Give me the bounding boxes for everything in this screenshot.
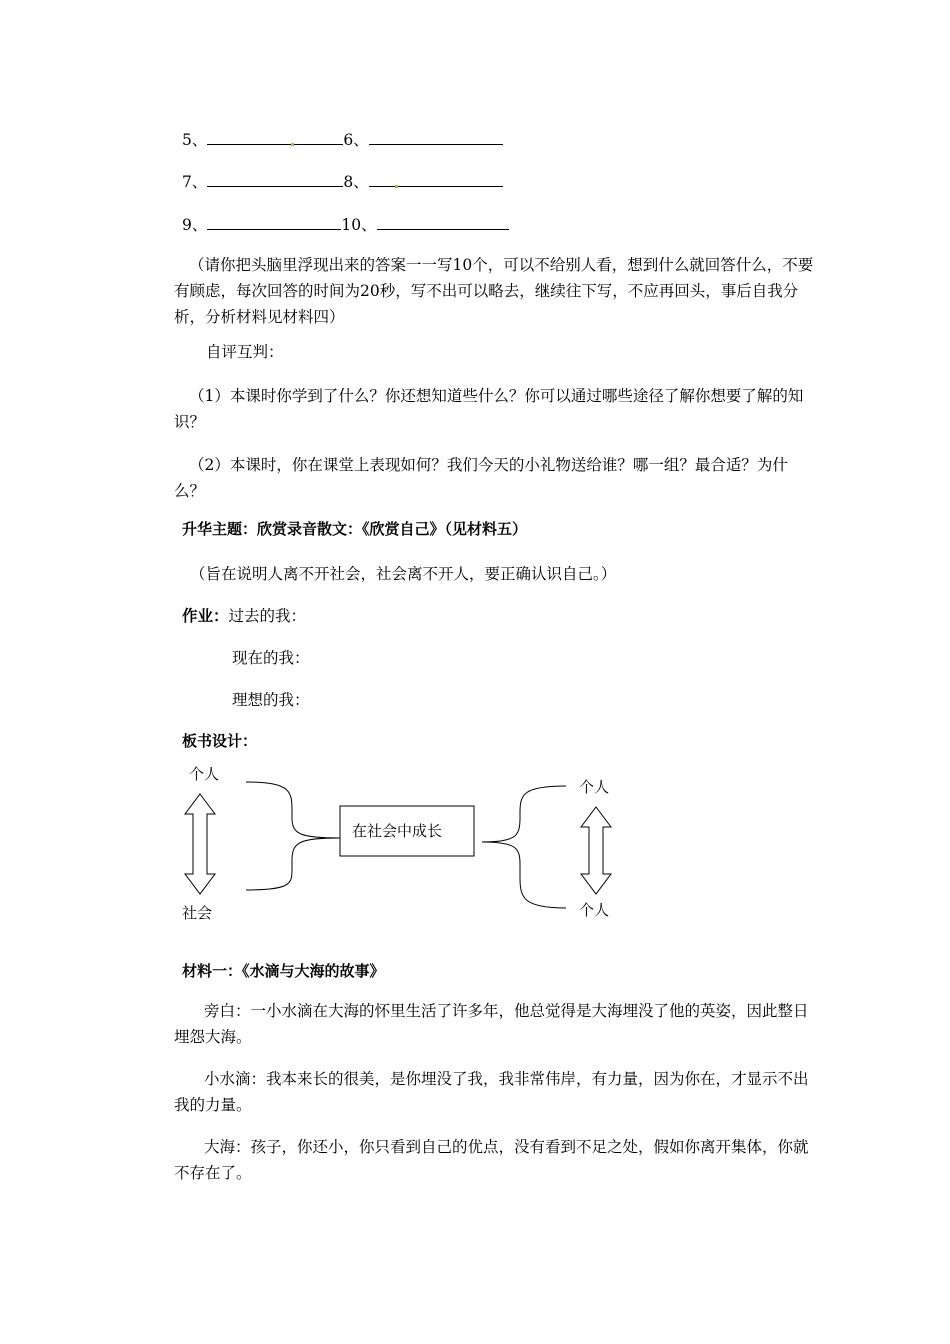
board-left-bottom-label: 社会: [182, 904, 213, 922]
material-1-paragraph: 旁白：一小水滴在大海的怀里生活了许多年，他总觉得是大海埋没了他的英姿，因此整日埋怨大海。: [174, 1002, 809, 1046]
answer-blank[interactable]: [207, 130, 343, 145]
answer-blank[interactable]: [369, 172, 503, 187]
answer-blank[interactable]: [207, 215, 341, 230]
blank-number: 8、: [343, 173, 369, 191]
instruction-paragraph: （请你把头脑里浮现出来的答案一一写10个，可以不给别人看，想到什么就回答什么，不要有顾虑，每次回答的时间为20秒，写不出可以略去，继续往下写，不应再回头，事后自我分析，分析材料见材料四）: [174, 256, 814, 326]
right-brace: [482, 786, 566, 908]
board-design-title: 板书设计：: [182, 732, 258, 750]
material-1-paragraph: 小水滴：我本来长的很美，是你埋没了我，我非常伟岸，有力量，因为你在，才显示不出我的力量。: [174, 1070, 809, 1114]
blank-number: 5、: [182, 131, 208, 149]
double-arrow-icon: [185, 794, 215, 894]
blank-number: 9、: [182, 216, 208, 234]
answer-blank[interactable]: [377, 215, 509, 230]
self-eval-title: 自评互判：: [206, 343, 284, 361]
material-1-paragraph: 大海：孩子，你还小，你只看到自己的优点，没有看到不足之处，假如你离开集体，你就不存在了。: [174, 1138, 809, 1182]
sublimation-title: 升华主题：欣赏录音散文：《欣赏自己》（见材料五）: [182, 520, 528, 538]
blank-number: 10、: [341, 216, 377, 234]
double-arrow-icon: [581, 807, 611, 894]
homework-label: 作业：: [182, 606, 229, 625]
blank-number: 6、: [343, 131, 369, 149]
self-eval-question-2: （2）本课时，你在课堂上表现如何？我们今天的小礼物送给谁？哪一组？最合适？为什么？: [174, 456, 788, 500]
sublimation-note: （旨在说明人离不开社会，社会离不开人，要正确认识自己。）: [190, 565, 617, 583]
material-1-title: 材料一：《水滴与大海的故事》: [182, 962, 385, 980]
homework-line-1: [182, 604, 306, 626]
blank-row-5-6: [182, 128, 503, 150]
board-right-bottom-label: 个人: [579, 901, 610, 919]
homework-item: 理想的我：: [232, 691, 310, 709]
answer-blank[interactable]: [369, 130, 503, 145]
homework-item: 过去的我：: [228, 607, 307, 625]
blank-row-9-10: [182, 213, 509, 235]
blank-row-7-8: [182, 170, 503, 192]
self-eval-question-1: （1）本课时你学到了什么？你还想知道些什么？你可以通过哪些途径了解你想要了解的知识？: [174, 387, 804, 431]
left-brace: [246, 782, 340, 890]
board-left-top-label: 个人: [189, 765, 220, 783]
board-right-top-label: 个人: [579, 778, 610, 796]
board-center-label: 在社会中成长: [352, 822, 443, 840]
homework-item: 现在的我：: [232, 649, 310, 667]
answer-blank[interactable]: [207, 172, 343, 187]
board-diagram: [0, 752, 950, 932]
blank-number: 7、: [182, 173, 208, 191]
